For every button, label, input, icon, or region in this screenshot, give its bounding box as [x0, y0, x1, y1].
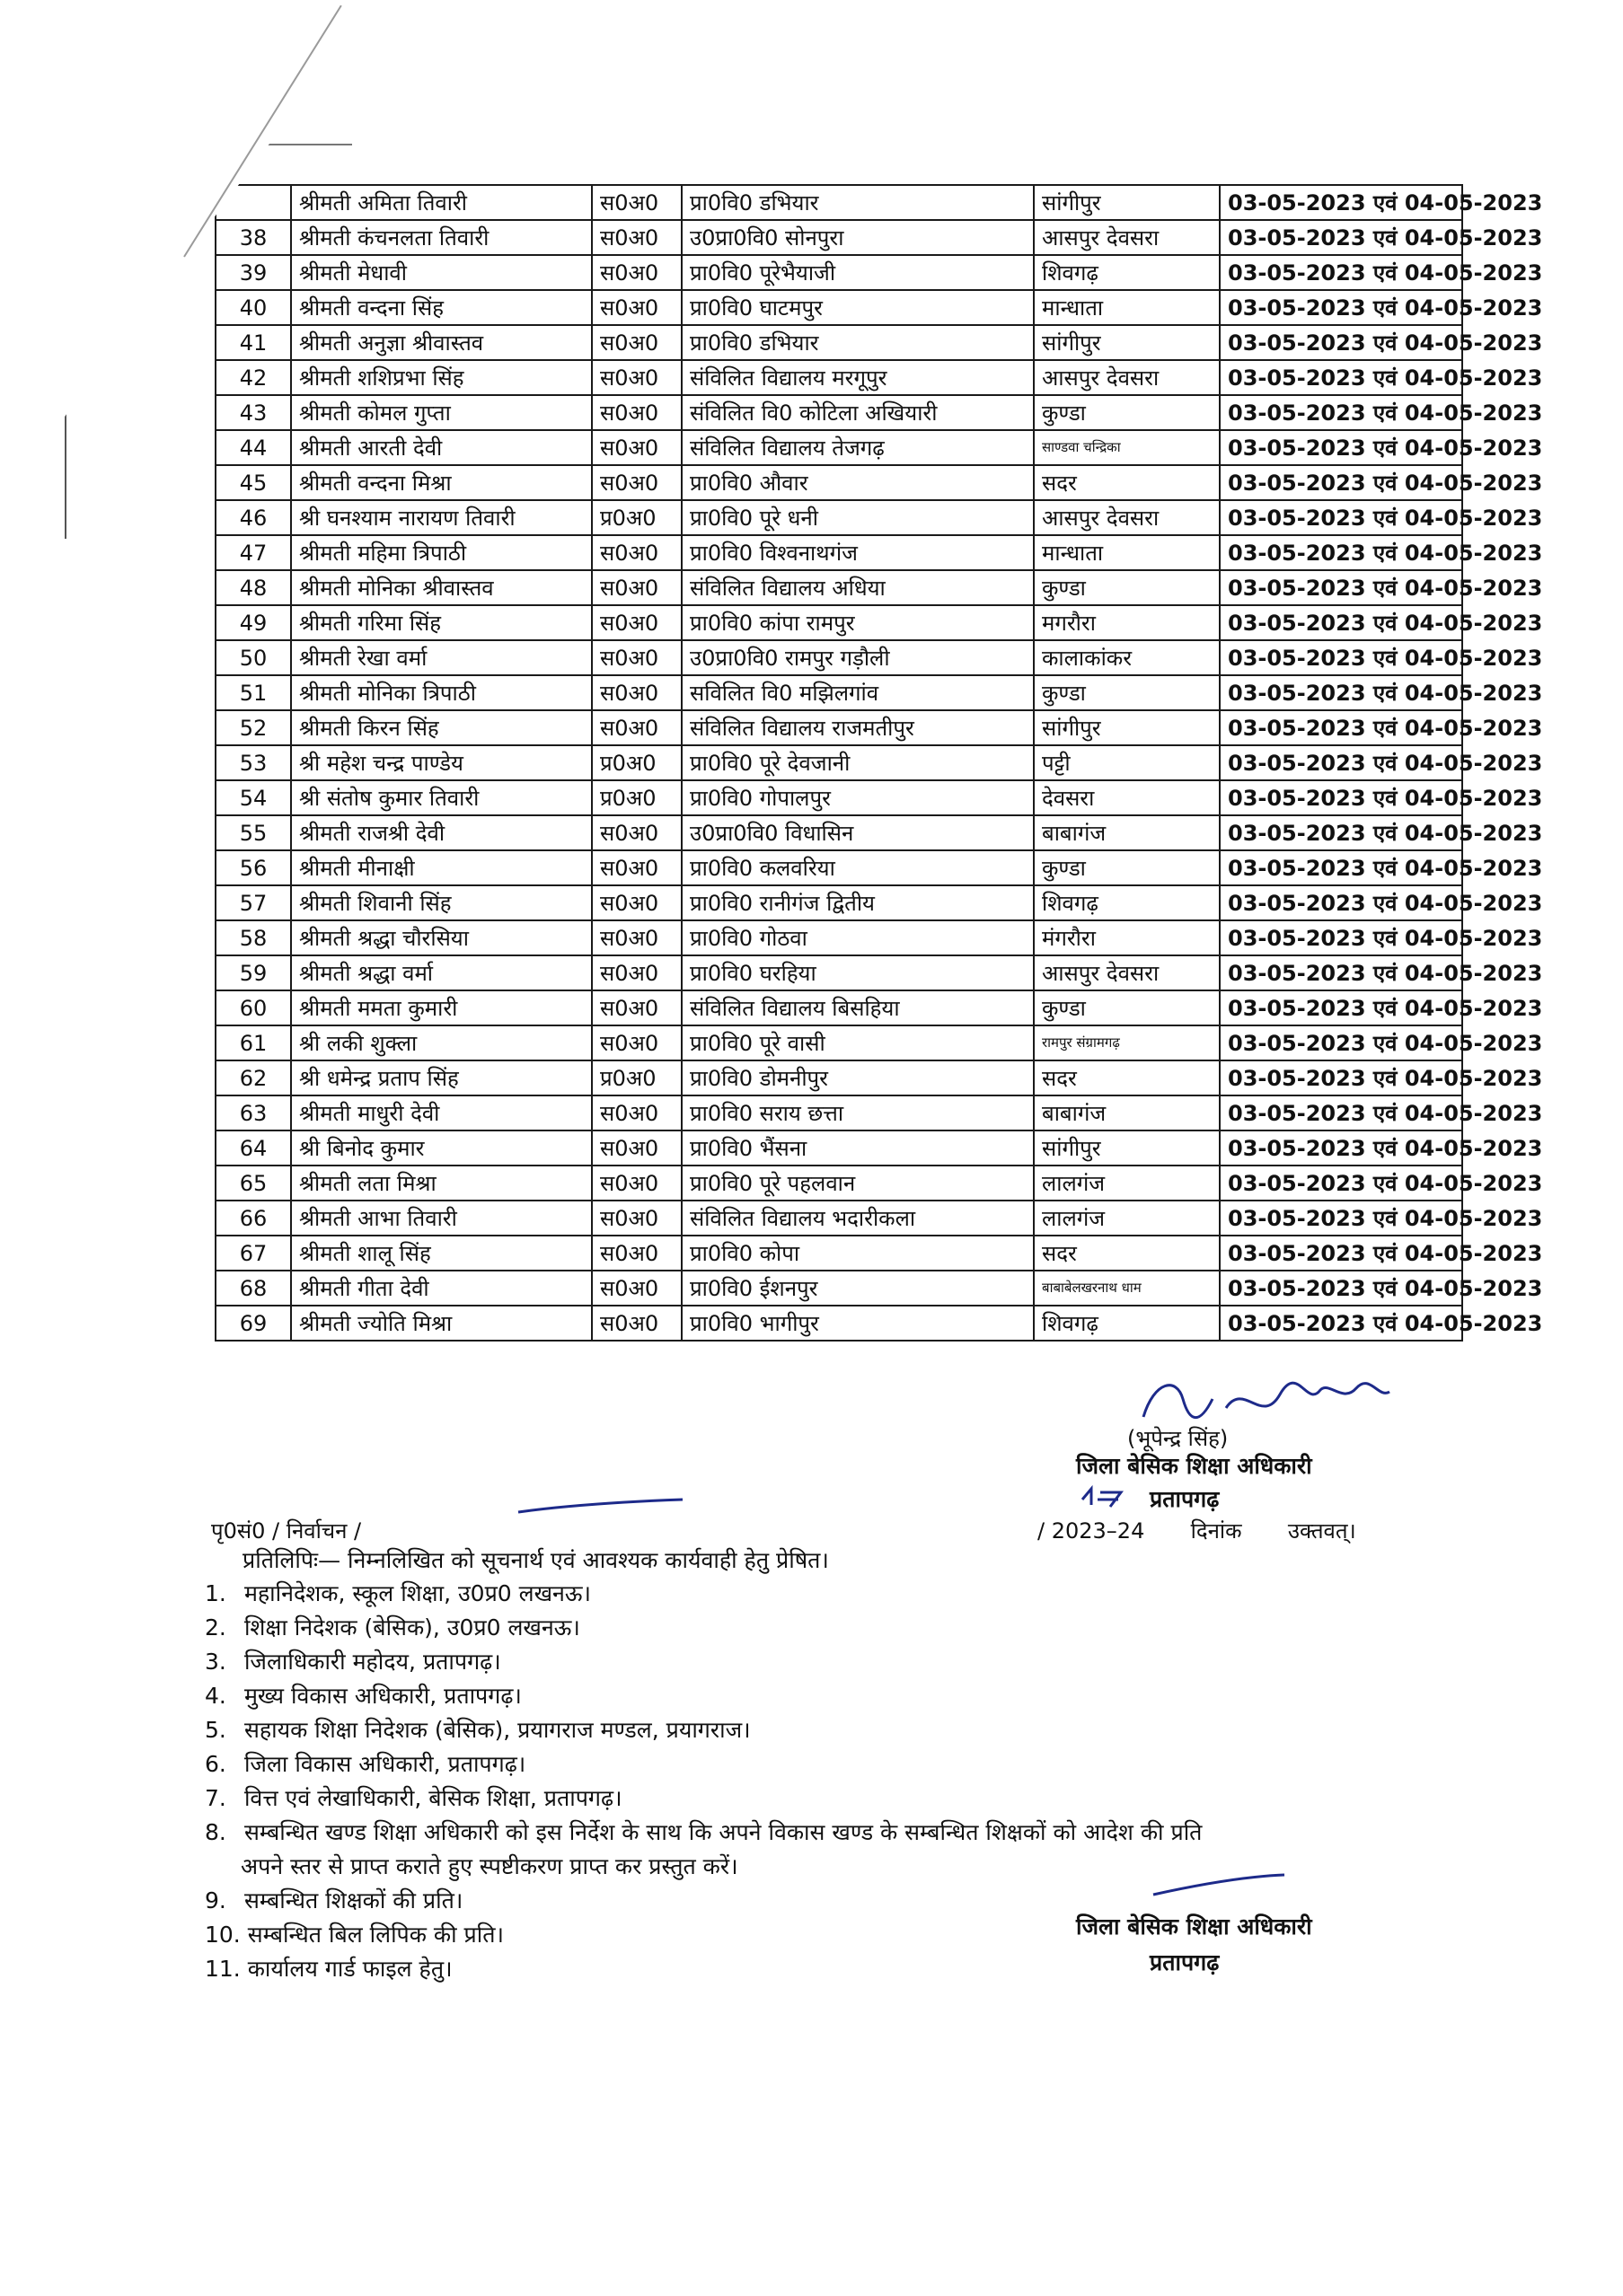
dates-cell: 03-05-2023 एवं 04-05-2023	[1220, 1166, 1462, 1201]
table-row	[216, 850, 1462, 885]
designation-cell: स0अ0	[592, 920, 682, 955]
designation-cell: स0अ0	[592, 710, 682, 745]
serial-cell: 59	[216, 955, 291, 990]
designation-cell: स0अ0	[592, 1306, 682, 1341]
school-cell: प्रा0वि0 औवार	[682, 465, 1034, 500]
school-cell: प्रा0वि0 डोमनीपुर	[682, 1060, 1034, 1095]
block-cell: मगरौरा	[1034, 605, 1220, 640]
block-cell: आसपुर देवसरा	[1034, 360, 1220, 395]
school-cell: संविलित विद्यालय तेजगढ़	[682, 430, 1034, 465]
designation-cell: स0अ0	[592, 535, 682, 570]
block-cell: कुण्डा	[1034, 675, 1220, 710]
name-cell: श्रीमती वन्दना सिंह	[291, 290, 592, 325]
reference-date-line	[1037, 1516, 1356, 1545]
table-row	[216, 640, 1462, 675]
table-row	[216, 1201, 1462, 1236]
school-cell: संविलित विद्यालय बिसहिया	[682, 990, 1034, 1025]
designation-cell: स0अ0	[592, 850, 682, 885]
dates-cell: 03-05-2023 एवं 04-05-2023	[1220, 395, 1462, 430]
table-row	[216, 1025, 1462, 1060]
dates-cell: 03-05-2023 एवं 04-05-2023	[1220, 465, 1462, 500]
school-cell: प्रा0वि0 कांपा रामपुर	[682, 605, 1034, 640]
block-cell: आसपुर देवसरा	[1034, 955, 1220, 990]
folded-page-corner	[0, 0, 377, 503]
dates-cell: 03-05-2023 एवं 04-05-2023	[1220, 920, 1462, 955]
school-cell: सविलित वि0 मझिलगांव	[682, 675, 1034, 710]
copy-item-number: 10.	[205, 1922, 241, 1948]
school-cell: प्रा0वि0 डभियार	[682, 185, 1034, 220]
name-cell: श्रीमती शिवानी सिंह	[291, 885, 592, 920]
table-row	[216, 255, 1462, 290]
dates-cell: 03-05-2023 एवं 04-05-2023	[1220, 780, 1462, 815]
dates-cell: 03-05-2023 एवं 04-05-2023	[1220, 675, 1462, 710]
dates-cell: 03-05-2023 एवं 04-05-2023	[1220, 1201, 1462, 1236]
name-cell: श्रीमती किरन सिंह	[291, 710, 592, 745]
dates-cell: 03-05-2023 एवं 04-05-2023	[1220, 185, 1462, 220]
block-cell: कुण्डा	[1034, 850, 1220, 885]
serial-cell: 42	[216, 360, 291, 395]
serial-cell: 46	[216, 500, 291, 535]
block-cell: आसपुर देवसरा	[1034, 500, 1220, 535]
name-cell: श्रीमती महिमा त्रिपाठी	[291, 535, 592, 570]
block-cell: कुण्डा	[1034, 395, 1220, 430]
name-cell: श्रीमती आरती देवी	[291, 430, 592, 465]
dates-cell: 03-05-2023 एवं 04-05-2023	[1220, 1095, 1462, 1130]
copy-list-item	[205, 1747, 1462, 1781]
designation-cell: स0अ0	[592, 360, 682, 395]
block-cell: आसपुर देवसरा	[1034, 220, 1220, 255]
copy-item-text: महानिदेशक, स्कूल शिक्षा, उ0प्र0 लखनऊ।	[243, 1580, 592, 1606]
copy-item-text: वित्त एवं लेखाधिकारी, बेसिक शिक्षा, प्रतापगढ़।	[243, 1785, 622, 1811]
designation-cell: स0अ0	[592, 640, 682, 675]
block-cell: सदर	[1034, 1236, 1220, 1271]
dates-cell: 03-05-2023 एवं 04-05-2023	[1220, 885, 1462, 920]
designation-cell: स0अ0	[592, 325, 682, 360]
dates-cell: 03-05-2023 एवं 04-05-2023	[1220, 1271, 1462, 1306]
table-row	[216, 535, 1462, 570]
name-cell: श्रीमती अमिता तिवारी	[291, 185, 592, 220]
copy-list-item	[205, 1577, 1462, 1611]
copy-list-item	[205, 1713, 1462, 1747]
school-cell: प्रा0वि0 भागीपुर	[682, 1306, 1034, 1341]
block-cell: सांगीपुर	[1034, 1130, 1220, 1166]
copy-item-number: 7.	[205, 1785, 226, 1811]
signer-name: (भूपेन्द्र सिंह)	[1127, 1426, 1229, 1451]
dates-cell: 03-05-2023 एवं 04-05-2023	[1220, 325, 1462, 360]
reference-uktavat: उक्तवत्।	[1287, 1518, 1356, 1544]
block-cell: लालगंज	[1034, 1166, 1220, 1201]
dates-cell: 03-05-2023 एवं 04-05-2023	[1220, 255, 1462, 290]
copy-item-number: 1.	[205, 1580, 226, 1606]
dates-cell: 03-05-2023 एवं 04-05-2023	[1220, 605, 1462, 640]
name-cell: श्रीमती राजश्री देवी	[291, 815, 592, 850]
name-cell: श्रीमती शालू सिंह	[291, 1236, 592, 1271]
block-cell: शिवगढ़	[1034, 255, 1220, 290]
name-cell: श्रीमती मोनिका श्रीवास्तव	[291, 570, 592, 605]
serial-cell: 55	[216, 815, 291, 850]
copy-to-heading: प्रतिलिपिः— निम्नलिखित को सूचनार्थ एवं आवश्यक कार्यवाही हेतु प्रेषित।	[243, 1547, 829, 1573]
serial-cell: 41	[216, 325, 291, 360]
serial-cell: 67	[216, 1236, 291, 1271]
designation-cell: स0अ0	[592, 430, 682, 465]
block-cell: शिवगढ़	[1034, 1306, 1220, 1341]
table-row	[216, 1306, 1462, 1341]
serial-cell: 50	[216, 640, 291, 675]
serial-cell: 49	[216, 605, 291, 640]
dates-cell: 03-05-2023 एवं 04-05-2023	[1220, 1236, 1462, 1271]
table-row	[216, 185, 1462, 220]
copy-list-item	[205, 1781, 1462, 1816]
name-cell: श्री बिनोद कुमार	[291, 1130, 592, 1166]
name-cell: श्रीमती रेखा वर्मा	[291, 640, 592, 675]
footer-signature-stroke	[1150, 1868, 1293, 1904]
serial-cell: 43	[216, 395, 291, 430]
copy-item-number: 6.	[205, 1751, 226, 1777]
name-cell: श्री संतोष कुमार तिवारी	[291, 780, 592, 815]
copy-item-text: सम्बन्धित शिक्षकों की प्रति।	[243, 1887, 463, 1913]
copy-item-text: सम्बन्धित बिल लिपिक की प्रति।	[247, 1922, 504, 1948]
table-row	[216, 1095, 1462, 1130]
school-cell: प्रा0वि0 सराय छत्ता	[682, 1095, 1034, 1130]
dates-cell: 03-05-2023 एवं 04-05-2023	[1220, 570, 1462, 605]
serial-cell: 40	[216, 290, 291, 325]
name-cell: श्रीमती मोनिका त्रिपाठी	[291, 675, 592, 710]
table-row	[216, 920, 1462, 955]
copy-item-number: 2.	[205, 1614, 226, 1641]
copy-list-item	[205, 1952, 1462, 1986]
block-cell: मंगरौरा	[1034, 920, 1220, 955]
designation-cell: स0अ0	[592, 290, 682, 325]
name-cell: श्रीमती आभा तिवारी	[291, 1201, 592, 1236]
school-cell: प्रा0वि0 कोपा	[682, 1236, 1034, 1271]
dates-cell: 03-05-2023 एवं 04-05-2023	[1220, 745, 1462, 780]
dates-cell: 03-05-2023 एवं 04-05-2023	[1220, 220, 1462, 255]
name-cell: श्रीमती ज्योति मिश्रा	[291, 1306, 592, 1341]
serial-cell: 45	[216, 465, 291, 500]
designation-cell: स0अ0	[592, 465, 682, 500]
table-row	[216, 885, 1462, 920]
name-cell: श्री धमेन्द्र प्रताप सिंह	[291, 1060, 592, 1095]
copy-list-item	[205, 1611, 1462, 1645]
teacher-table-body	[216, 185, 1543, 1341]
table-row	[216, 780, 1462, 815]
school-cell: प्रा0वि0 पूरे देवजानी	[682, 745, 1034, 780]
dates-cell: 03-05-2023 एवं 04-05-2023	[1220, 500, 1462, 535]
school-cell: उ0प्रा0वि0 विधासिन	[682, 815, 1034, 850]
school-cell: प्रा0वि0 पूरेभैयाजी	[682, 255, 1034, 290]
dates-cell: 03-05-2023 एवं 04-05-2023	[1220, 1306, 1462, 1341]
block-cell: बाबागंज	[1034, 815, 1220, 850]
table-row	[216, 815, 1462, 850]
school-cell: प्रा0वि0 कलवरिया	[682, 850, 1034, 885]
name-cell: श्रीमती अनुज्ञा श्रीवास्तव	[291, 325, 592, 360]
copy-item-text: सहायक शिक्षा निदेशक (बेसिक), प्रयागराज मण्डल, प्रयागराज।	[243, 1717, 751, 1743]
dates-cell: 03-05-2023 एवं 04-05-2023	[1220, 1130, 1462, 1166]
school-cell: उ0प्रा0वि0 रामपुर गड़ौली	[682, 640, 1034, 675]
school-cell: उ0प्रा0वि0 सोनपुरा	[682, 220, 1034, 255]
block-cell: मान्धाता	[1034, 290, 1220, 325]
copy-item-number: 4.	[205, 1683, 226, 1709]
designation-cell: स0अ0	[592, 1236, 682, 1271]
school-cell: प्रा0वि0 पूरे धनी	[682, 500, 1034, 535]
serial-cell: 53	[216, 745, 291, 780]
table-row	[216, 990, 1462, 1025]
block-cell: सांगीपुर	[1034, 710, 1220, 745]
dates-cell: 03-05-2023 एवं 04-05-2023	[1220, 360, 1462, 395]
name-cell: श्रीमती गीता देवी	[291, 1271, 592, 1306]
name-cell: श्रीमती कंचनलता तिवारी	[291, 220, 592, 255]
designation-cell: स0अ0	[592, 1095, 682, 1130]
block-cell: शिवगढ़	[1034, 885, 1220, 920]
copy-item-text: मुख्य विकास अधिकारी, प्रतापगढ़।	[243, 1683, 522, 1709]
school-cell: संविलित वि0 कोटिला अखियारी	[682, 395, 1034, 430]
school-cell: प्रा0वि0 गोपालपुर	[682, 780, 1034, 815]
school-cell: प्रा0वि0 ईशनपुर	[682, 1271, 1034, 1306]
designation-cell: स0अ0	[592, 675, 682, 710]
dates-cell: 03-05-2023 एवं 04-05-2023	[1220, 955, 1462, 990]
reference-handwritten-stroke	[516, 1492, 687, 1519]
block-cell: साण्डवा चन्द्रिका	[1034, 430, 1220, 465]
name-cell: श्रीमती माधुरी देवी	[291, 1095, 592, 1130]
serial-cell: 38	[216, 220, 291, 255]
name-cell: श्रीमती मीनाक्षी	[291, 850, 592, 885]
table-row	[216, 1130, 1462, 1166]
designation-cell: स0अ0	[592, 815, 682, 850]
school-cell: संविलित विद्यालय भदारीकला	[682, 1201, 1034, 1236]
name-cell: श्रीमती श्रद्धा वर्मा	[291, 955, 592, 990]
serial-cell: 66	[216, 1201, 291, 1236]
serial-cell: 69	[216, 1306, 291, 1341]
table-row	[216, 220, 1462, 255]
school-cell: प्रा0वि0 भैंसना	[682, 1130, 1034, 1166]
designation-cell: स0अ0	[592, 885, 682, 920]
name-cell: श्रीमती शशिप्रभा सिंह	[291, 360, 592, 395]
serial-cell: 62	[216, 1060, 291, 1095]
copy-item-number: 9.	[205, 1887, 226, 1913]
footer-signer-place: प्रतापगढ़	[1150, 1949, 1220, 1975]
designation-cell: स0अ0	[592, 1166, 682, 1201]
handwritten-mark	[1078, 1482, 1132, 1509]
reference-number: पृ0सं0 / निर्वाचन /	[211, 1518, 362, 1544]
designation-cell: स0अ0	[592, 1271, 682, 1306]
serial-cell: 61	[216, 1025, 291, 1060]
block-cell: कुण्डा	[1034, 570, 1220, 605]
signer-place: प्रतापगढ़	[1150, 1486, 1220, 1512]
name-cell: श्रीमती गरिमा सिंह	[291, 605, 592, 640]
designation-cell: स0अ0	[592, 185, 682, 220]
dates-cell: 03-05-2023 एवं 04-05-2023	[1220, 1025, 1462, 1060]
signer-designation: जिला बेसिक शिक्षा अधिकारी	[1076, 1453, 1312, 1479]
serial-cell: 60	[216, 990, 291, 1025]
serial-cell: 51	[216, 675, 291, 710]
designation-cell: स0अ0	[592, 570, 682, 605]
designation-cell: स0अ0	[592, 1025, 682, 1060]
table-row	[216, 745, 1462, 780]
school-cell: प्रा0वि0 विश्वनाथगंज	[682, 535, 1034, 570]
table-row	[216, 290, 1462, 325]
reference-dinank: दिनांक	[1190, 1518, 1242, 1544]
copy-item-number: 11.	[205, 1956, 241, 1982]
table-row	[216, 1060, 1462, 1095]
serial-cell: 54	[216, 780, 291, 815]
designation-cell: स0अ0	[592, 955, 682, 990]
table-row	[216, 500, 1462, 535]
block-cell: देवसरा	[1034, 780, 1220, 815]
name-cell: श्रीमती कोमल गुप्ता	[291, 395, 592, 430]
dates-cell: 03-05-2023 एवं 04-05-2023	[1220, 815, 1462, 850]
copy-item-number: 3.	[205, 1649, 226, 1675]
designation-cell: प्र0अ0	[592, 500, 682, 535]
copy-item-number: 5.	[205, 1717, 226, 1743]
copy-item-text: सम्बन्धित खण्ड शिक्षा अधिकारी को इस निर्देश के साथ कि अपने विकास खण्ड के सम्बन्धित शिक्षकों को आदेश की प्रति	[243, 1819, 1203, 1845]
copy-item-text: जिलाधिकारी महोदय, प्रतापगढ़।	[243, 1649, 501, 1675]
school-cell: प्रा0वि0 गोठवा	[682, 920, 1034, 955]
dates-cell: 03-05-2023 एवं 04-05-2023	[1220, 535, 1462, 570]
table-row	[216, 1166, 1462, 1201]
block-cell: सदर	[1034, 465, 1220, 500]
serial-cell: 47	[216, 535, 291, 570]
serial-cell: 68	[216, 1271, 291, 1306]
dates-cell: 03-05-2023 एवं 04-05-2023	[1220, 430, 1462, 465]
dates-cell: 03-05-2023 एवं 04-05-2023	[1220, 710, 1462, 745]
block-cell: लालगंज	[1034, 1201, 1220, 1236]
serial-cell: 57	[216, 885, 291, 920]
school-cell: संविलित विद्यालय राजमतीपुर	[682, 710, 1034, 745]
block-cell: कालाकांकर	[1034, 640, 1220, 675]
table-row	[216, 465, 1462, 500]
copy-item-text: जिला विकास अधिकारी, प्रतापगढ़।	[243, 1751, 526, 1777]
name-cell: श्रीमती ममता कुमारी	[291, 990, 592, 1025]
school-cell: संविलित विद्यालय अधिया	[682, 570, 1034, 605]
serial-cell: 52	[216, 710, 291, 745]
serial-cell: 64	[216, 1130, 291, 1166]
school-cell: प्रा0वि0 रानीगंज द्वितीय	[682, 885, 1034, 920]
teacher-table	[215, 184, 1543, 1342]
name-cell: श्रीमती मेधावी	[291, 255, 592, 290]
block-cell: बाबाबेलखरनाथ धाम	[1034, 1271, 1220, 1306]
school-cell: प्रा0वि0 पूरे वासी	[682, 1025, 1034, 1060]
serial-cell: 39	[216, 255, 291, 290]
copy-item-number: 8.	[205, 1819, 226, 1845]
school-cell: प्रा0वि0 घाटमपुर	[682, 290, 1034, 325]
designation-cell: स0अ0	[592, 990, 682, 1025]
dates-cell: 03-05-2023 एवं 04-05-2023	[1220, 290, 1462, 325]
table-row	[216, 1271, 1462, 1306]
table-row	[216, 710, 1462, 745]
designation-cell: स0अ0	[592, 220, 682, 255]
table-row	[216, 325, 1462, 360]
table-row	[216, 395, 1462, 430]
reference-year: / 2023–24	[1037, 1518, 1145, 1544]
block-cell: सांगीपुर	[1034, 185, 1220, 220]
block-cell: रामपुर संग्रामगढ़	[1034, 1025, 1220, 1060]
block-cell: मान्धाता	[1034, 535, 1220, 570]
dates-cell: 03-05-2023 एवं 04-05-2023	[1220, 1060, 1462, 1095]
name-cell: श्री घनश्याम नारायण तिवारी	[291, 500, 592, 535]
school-cell: प्रा0वि0 पूरे पहलवान	[682, 1166, 1034, 1201]
dates-cell: 03-05-2023 एवं 04-05-2023	[1220, 640, 1462, 675]
serial-cell: 58	[216, 920, 291, 955]
designation-cell: प्र0अ0	[592, 745, 682, 780]
table-row	[216, 360, 1462, 395]
designation-cell: स0अ0	[592, 395, 682, 430]
table-row	[216, 570, 1462, 605]
serial-cell: 56	[216, 850, 291, 885]
table-row	[216, 605, 1462, 640]
name-cell: श्री लकी शुक्ला	[291, 1025, 592, 1060]
dates-cell: 03-05-2023 एवं 04-05-2023	[1220, 990, 1462, 1025]
name-cell: श्रीमती श्रद्धा चौरसिया	[291, 920, 592, 955]
table-row	[216, 955, 1462, 990]
serial-cell: 65	[216, 1166, 291, 1201]
designation-cell: स0अ0	[592, 1201, 682, 1236]
school-cell: प्रा0वि0 घरहिया	[682, 955, 1034, 990]
footer-signer-designation: जिला बेसिक शिक्षा अधिकारी	[1076, 1913, 1312, 1940]
designation-cell: प्र0अ0	[592, 1060, 682, 1095]
name-cell: श्रीमती वन्दना मिश्रा	[291, 465, 592, 500]
block-cell: बाबागंज	[1034, 1095, 1220, 1130]
designation-cell: स0अ0	[592, 1130, 682, 1166]
serial-cell: 44	[216, 430, 291, 465]
block-cell: सांगीपुर	[1034, 325, 1220, 360]
name-cell: श्रीमती लता मिश्रा	[291, 1166, 592, 1201]
copy-list-item	[205, 1679, 1462, 1713]
copy-list-item	[205, 1645, 1462, 1679]
table-row	[216, 675, 1462, 710]
table-row	[216, 430, 1462, 465]
copy-item-continuation: अपने स्तर से प्राप्त कराते हुए स्पष्टीकरण प्राप्त कर प्रस्तुत करें।	[241, 1853, 738, 1879]
copy-item-text: कार्यालय गार्ड फाइल हेतु।	[247, 1956, 453, 1982]
block-cell: सदर	[1034, 1060, 1220, 1095]
designation-cell: प्र0अ0	[592, 780, 682, 815]
serial-cell: 48	[216, 570, 291, 605]
designation-cell: स0अ0	[592, 605, 682, 640]
table-row	[216, 1236, 1462, 1271]
serial-cell: 63	[216, 1095, 291, 1130]
copy-item-text: शिक्षा निदेशक (बेसिक), उ0प्र0 लखनऊ।	[243, 1614, 580, 1641]
name-cell: श्री महेश चन्द्र पाण्डेय	[291, 745, 592, 780]
designation-cell: स0अ0	[592, 255, 682, 290]
block-cell: कुण्डा	[1034, 990, 1220, 1025]
school-cell: संविलित विद्यालय मरगूपुर	[682, 360, 1034, 395]
block-cell: पट्टी	[1034, 745, 1220, 780]
dates-cell: 03-05-2023 एवं 04-05-2023	[1220, 850, 1462, 885]
school-cell: प्रा0वि0 डभियार	[682, 325, 1034, 360]
